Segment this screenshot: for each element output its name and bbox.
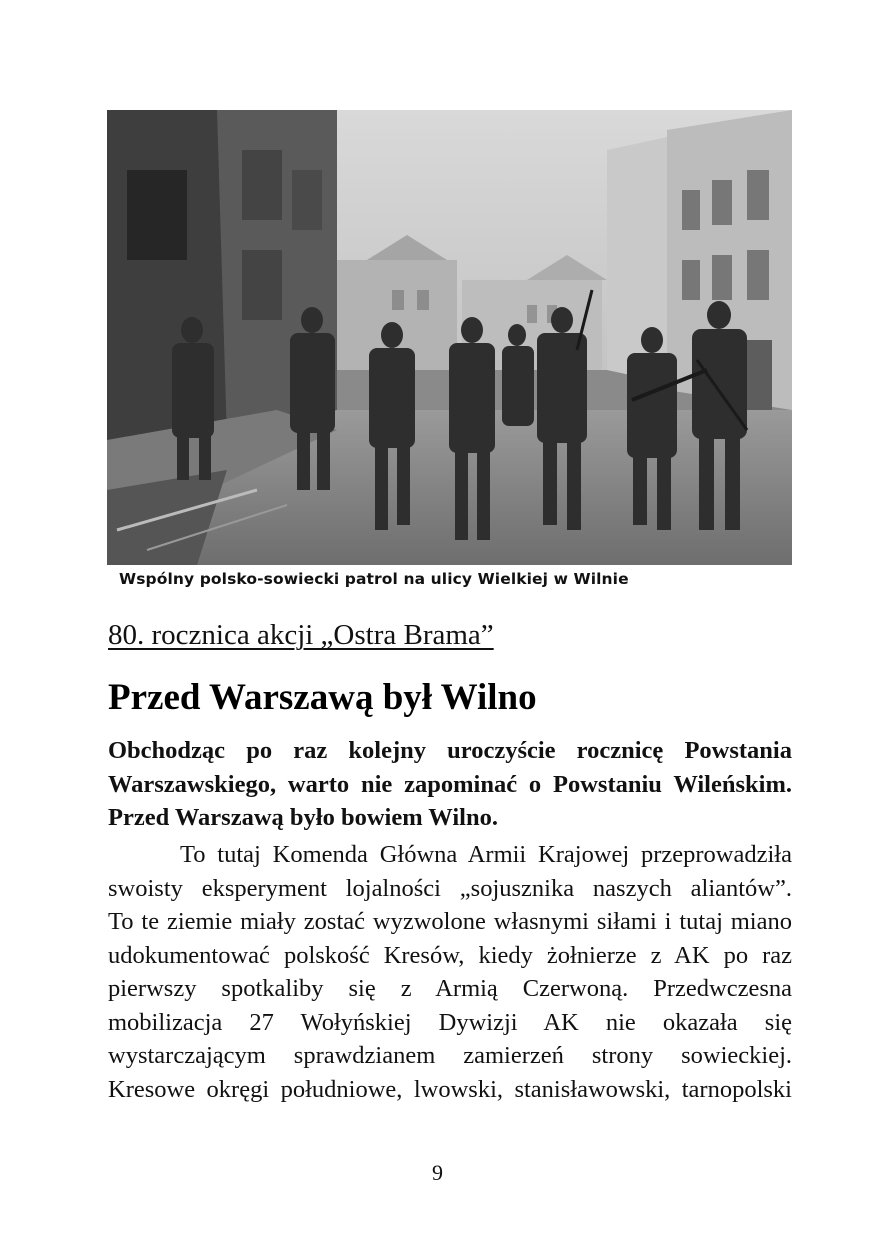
article-kicker: 80. rocznica akcji „Ostra Brama”	[108, 619, 494, 651]
lead-line: Przed Warszawą było bowiem Wilno.	[108, 804, 498, 831]
body-line: mobilizacja 27 Wołyńskiej Dywizji AK nie okazała się	[108, 1008, 792, 1036]
photo-caption: Wspólny polsko-sowiecki patrol na ulicy Wielkiej w Wilnie	[119, 570, 629, 588]
body-line: To tutaj Komenda Główna Armii Krajowej przeprowadziła	[180, 841, 792, 868]
lead-line: Warszawskiego, warto nie zapominać o Powstaniu Wileńskim.	[108, 770, 792, 798]
body-line: wystarczającym sprawdzianem zamierzeń strony sowieckiej.	[108, 1042, 792, 1069]
body-line: udokumentować polskość Kresów, kiedy żołnierze z AK po raz	[108, 941, 792, 969]
photo-soldiers-street	[107, 110, 792, 565]
photo-image	[107, 110, 792, 565]
body-line: swoisty eksperyment lojalności „sojusznika naszych aliantów”.	[108, 874, 792, 902]
article-body	[108, 838, 792, 1106]
body-line: To te ziemie miały zostać wyzwolone własnymi siłami i tutaj miano	[108, 908, 792, 935]
article-lead	[108, 734, 792, 835]
article-headline: Przed Warszawą był Wilno	[108, 677, 537, 718]
body-line: pierwszy spotkaliby się z Armią Czerwoną. Przedwczesna	[108, 975, 792, 1002]
body-line: Kresowe okręgi południowe, lwowski, stanisławowski, tarnopolski	[108, 1075, 792, 1103]
page-number: 9	[432, 1160, 443, 1185]
lead-line: Obchodząc po raz kolejny uroczyście rocznicę Powstania	[108, 737, 792, 764]
